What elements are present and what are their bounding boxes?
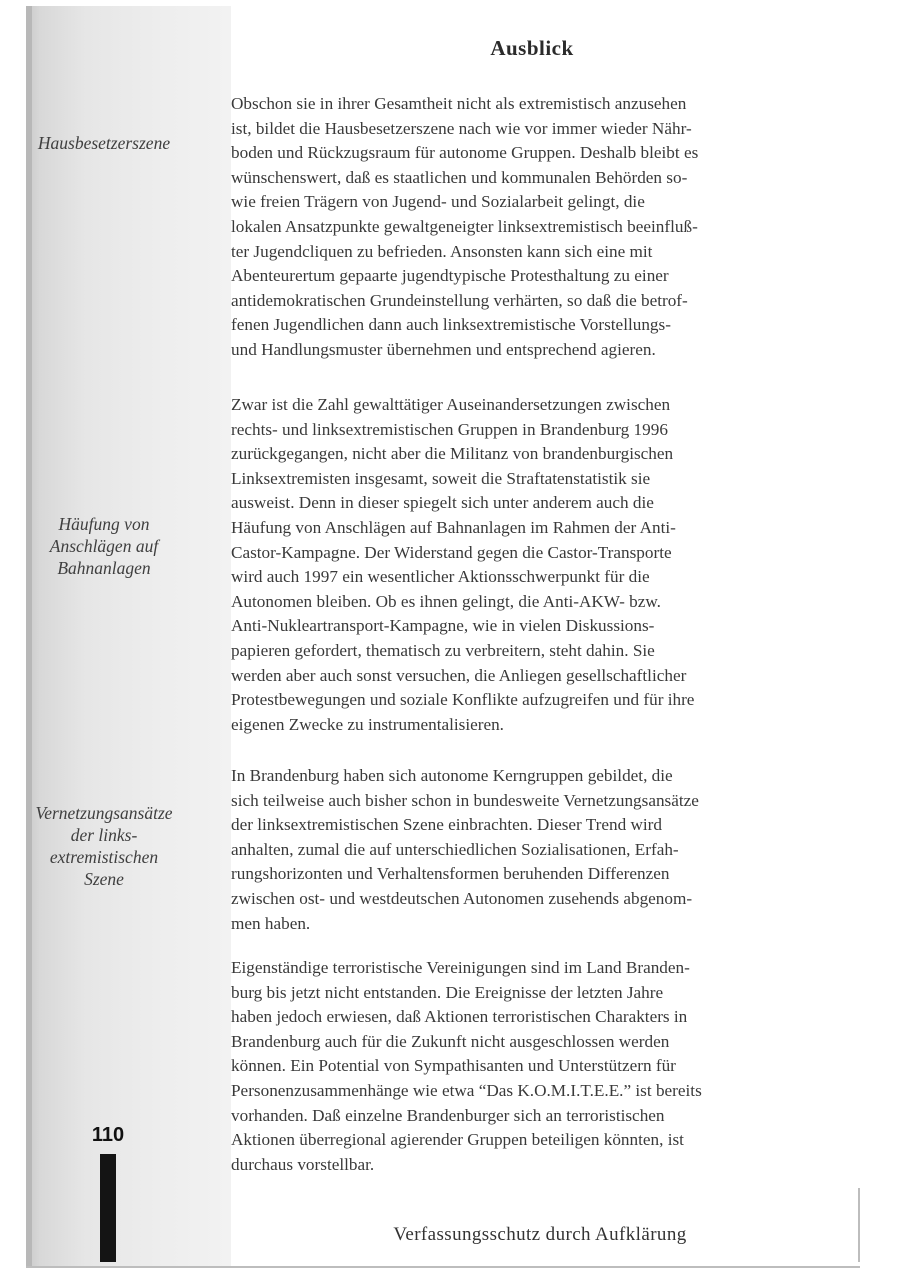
text-line: fenen Jugendlichen dann auch linksextremistische Vorstellungs- [231, 315, 671, 335]
margin-note-vernetzung: Vernetzungsansätze der links- extremistischen Szene [35, 803, 173, 889]
text-line: Zwar ist die Zahl gewalttätiger Auseinandersetzungen zwischen [231, 395, 671, 414]
text-line: anhalten, zumal die auf unterschiedlichen Sozialisationen, Erfah- [231, 839, 679, 859]
margin-sidebar [26, 6, 231, 1268]
margin-note-hausbesetzerszene: Hausbesetzerszene [37, 133, 171, 153]
text-line: ist, bildet die Hausbesetzerszene nach wie vor immer wieder Nähr- [231, 118, 692, 138]
text-line: Häufung von Anschlägen auf Bahnanlagen im Rahmen der Anti- [231, 517, 676, 537]
page-number-bar [100, 1154, 116, 1262]
page-right-edge [858, 1188, 860, 1262]
text-line: eigenen Zwecke zu instrumentalisieren. [231, 714, 504, 734]
text-line: rechts- und linksextremistischen Gruppen in Brandenburg 1996 [231, 419, 668, 439]
page-number: 110 [91, 1124, 125, 1146]
page-title: Ausblick [490, 36, 574, 60]
text-line: durchaus vorstellbar. [231, 1154, 375, 1174]
paragraph-2 [231, 393, 831, 737]
paragraph-3 [231, 764, 831, 936]
text-line: wie freien Trägern von Jugend- und Sozialarbeit gelingt, die [231, 192, 645, 212]
paragraph-1 [231, 92, 831, 363]
text-line: Anti-Nukleartransport-Kampagne, wie in vielen Diskussions- [231, 616, 655, 636]
text-line: und Handlungsmuster übernehmen und entsprechend agieren. [231, 339, 656, 359]
text-line: Obschon sie in ihrer Gesamtheit nicht als extremistisch anzusehen [231, 94, 687, 113]
text-line: sich teilweise auch bisher schon in bundesweite Vernetzungsansätze [231, 790, 699, 810]
page-bottom-edge [26, 1266, 860, 1268]
text-line: können. Ein Potential von Sympathisanten und Unterstützern für [231, 1056, 676, 1076]
text-line: Brandenburg auch für die Zukunft nicht ausgeschlossen werden [231, 1031, 670, 1051]
text-line: Linksextremisten insgesamt, soweit die Straftatenstatistik sie [231, 468, 651, 488]
text-line: Personenzusammenhänge wie etwa “Das K.O.M.I.T.E.E.” ist bereits [231, 1080, 702, 1100]
text-line: wünschenswert, daß es staatlichen und kommunalen Behörden so- [231, 167, 688, 187]
text-line: Abenteurertum gepaarte jugendtypische Protesthaltung zu einer [231, 266, 669, 286]
sidebar-edge [26, 6, 32, 1268]
text-line: Autonomen bleiben. Ob es ihnen gelingt, die Anti-AKW- bzw. [231, 591, 661, 611]
text-line: boden und Rückzugsraum für autonome Gruppen. Deshalb bleibt es [231, 143, 699, 163]
text-line: Aktionen überregional agierender Gruppen beteiligen könnten, ist [231, 1130, 684, 1150]
margin-note-anschlaege: Häufung von Anschlägen auf Bahnanlagen [49, 514, 159, 578]
text-line: In Brandenburg haben sich autonome Kerngruppen gebildet, die [231, 766, 673, 785]
text-line: antidemokratischen Grundeinstellung verhärten, so daß die betrof- [231, 290, 688, 310]
text-line: burg bis jetzt nicht entstanden. Die Ereignisse der letzten Jahre [231, 982, 664, 1002]
text-line: der linksextremistischen Szene einbrachten. Dieser Trend wird [231, 815, 663, 835]
text-line: men haben. [231, 913, 311, 933]
text-line: zurückgegangen, nicht aber die Militanz von brandenburgischen [231, 444, 674, 464]
text-line: Protestbewegungen und soziale Konflikte aufzugreifen und für ihre [231, 690, 695, 710]
footer-slogan: Verfassungsschutz durch Aufklärung [393, 1224, 687, 1245]
text-line: Eigenständige terroristische Vereinigungen sind im Land Branden- [231, 958, 690, 977]
text-line: vorhanden. Daß einzelne Brandenburger sich an terroristischen [231, 1105, 665, 1125]
text-line: lokalen Ansatzpunkte gewaltgeneigter linksextremistisch beeinfluß- [231, 216, 698, 236]
text-line: zwischen ost- und westdeutschen Autonomen zusehends abgenom- [231, 888, 693, 908]
text-line: papieren gefordert, thematisch zu verbreitern, steht dahin. Sie [231, 640, 655, 660]
text-line: ausweist. Denn in dieser spiegelt sich unter anderem auch die [231, 493, 654, 513]
text-line: werden aber auch sonst versuchen, die Anliegen gesellschaftlicher [231, 665, 687, 685]
text-line: rungshorizonten und Verhaltensformen beruhenden Differenzen [231, 864, 670, 884]
paragraph-4 [231, 956, 831, 1177]
text-line: haben jedoch erwiesen, daß Aktionen terroristischen Charakters in [231, 1007, 688, 1027]
text-line: wird auch 1997 ein wesentlicher Aktionsschwerpunkt für die [231, 567, 650, 587]
text-line: ter Jugendcliquen zu befrieden. Ansonsten kann sich eine mit [231, 241, 653, 261]
text-line: Castor-Kampagne. Der Widerstand gegen die Castor-Transporte [231, 542, 672, 562]
